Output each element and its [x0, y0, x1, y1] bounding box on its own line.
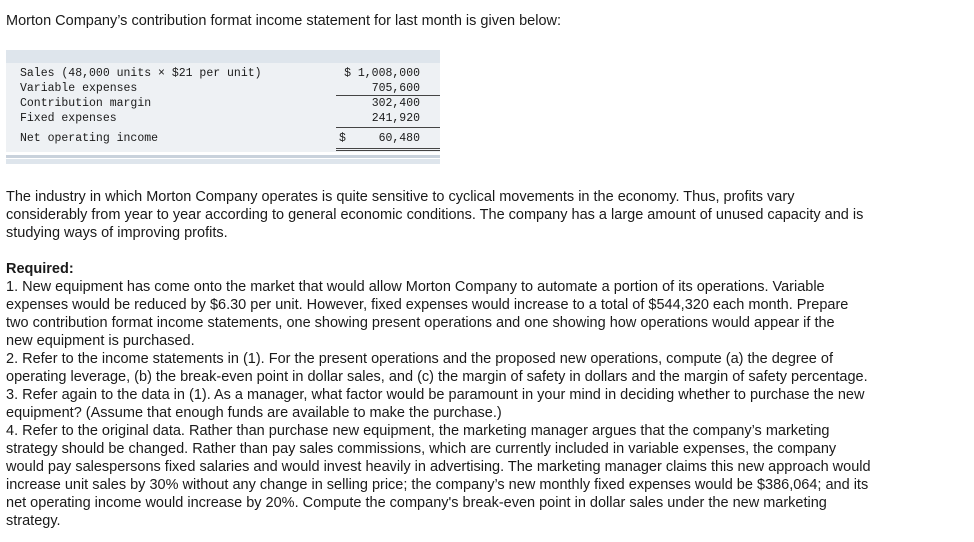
required-line: strategy. — [6, 513, 61, 529]
total-underline-2 — [336, 150, 440, 151]
row-label: Fixed expenses — [20, 112, 117, 125]
table-row-net-operating-income — [6, 131, 440, 146]
table-row-sales — [6, 66, 440, 81]
subtotal-underline — [336, 127, 440, 128]
row-amount: 302,400 — [371, 97, 420, 110]
income-statement-table — [6, 50, 440, 165]
row-currency: $ — [339, 132, 346, 145]
table-bottom-bar — [6, 159, 440, 164]
total-underline-1 — [336, 148, 440, 149]
required-line: operating leverage, (b) the break-even point in dollar sales, and (c) the margin of safety in dollars and the margin of safety percentage. — [6, 369, 868, 385]
required-line: equipment? (Assume that enough funds are available to make the purchase.) — [6, 405, 502, 421]
row-label: Contribution margin — [20, 97, 152, 110]
required-line: 2. Refer to the income statements in (1). For the present operations and the proposed new operations, compute (a) the degree of — [6, 351, 833, 367]
table-row-variable-expenses — [6, 81, 440, 96]
intro-text: Morton Company’s contribution format income statement for last month is given below: — [6, 13, 562, 29]
paragraph-line: The industry in which Morton Company operates is quite sensitive to cyclical movements in the economy. Thus, profits vary — [6, 189, 795, 205]
required-line: increase unit sales by 30% without any change in selling price; the company’s new monthly fixed expenses would be $386,064; and its — [6, 477, 869, 493]
required-line: 4. Refer to the original data. Rather than purchase new equipment, the marketing manager argues that the company’s marketing — [6, 423, 830, 439]
table-bottom-rule — [6, 155, 440, 158]
table-row-contribution-margin — [6, 96, 440, 111]
required-line: new equipment is purchased. — [6, 333, 195, 349]
table-row-fixed-expenses — [6, 111, 440, 126]
required-line: two contribution format income statements, one showing present operations and one showing how operations would appear if the — [6, 315, 835, 331]
required-line: would pay salespersons fixed salaries and would invest heavily in advertising. The marketing manager claims this new approach would — [6, 459, 871, 475]
paragraph-line: considerably from year to year according to general economic conditions. The company has a large amount of unused capacity and is — [6, 207, 864, 223]
table-top-bar — [6, 50, 440, 63]
row-amount: 705,600 — [371, 82, 420, 95]
paragraph-line: studying ways of improving profits. — [6, 225, 228, 241]
row-label: Net operating income — [20, 132, 159, 145]
required-line: net operating income would increase by 20%. Compute the company's break-even point in dollar sales under the new marketing — [6, 495, 827, 511]
required-line: 1. New equipment has come onto the market that would allow Morton Company to automate a portion of its operations. Variable — [6, 279, 825, 295]
required-heading: Required: — [6, 261, 74, 277]
required-line: 3. Refer again to the data in (1). As a manager, what factor would be paramount in your mind in deciding whether to purchase the new — [6, 387, 865, 403]
row-amount: 241,920 — [371, 112, 420, 125]
row-label: Sales (48,000 units × $21 per unit) — [20, 67, 262, 80]
row-amount: 60,480 — [378, 132, 420, 145]
row-amount: $ 1,008,000 — [344, 67, 420, 80]
required-line: expenses would be reduced by $6.30 per unit. However, fixed expenses would increase to a total of $544,320 each month. Prepare — [6, 297, 849, 313]
row-label: Variable expenses — [20, 82, 138, 95]
required-line: strategy should be changed. Rather than pay sales commissions, which are currently included in variable expenses, the company — [6, 441, 837, 457]
